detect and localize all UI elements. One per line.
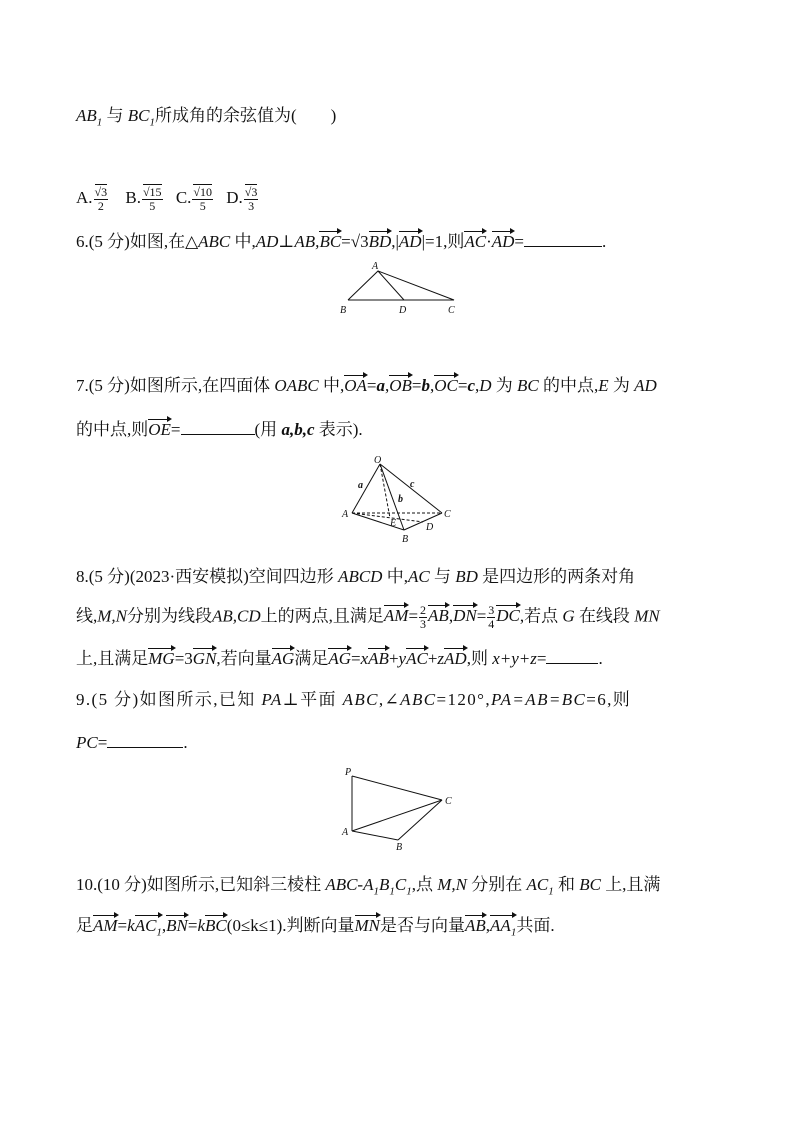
answer-blank-q6[interactable] xyxy=(524,246,602,247)
label-vec-a: a xyxy=(358,480,363,491)
q8-text-line2: 线,M,N分别为线段AB,CD上的两点,且满足AM= $\frac{2}{3}$ AB,DN= $\frac{3}{4}$ DC,若点 G 在线段 MN xyxy=(76,603,660,631)
option-d[interactable]: D. $\frac{√3}{3}$ xyxy=(226,185,258,213)
label-c: C xyxy=(444,509,451,520)
q7-tetrahedron-figure xyxy=(338,454,458,546)
label-o: O xyxy=(374,455,382,466)
q8-text-line1: 8.(5 分)(2023·西安模拟)空间四边形 ABCD 中,AC 与 BD 是四边形的两条对角 xyxy=(76,567,636,586)
label-a: A xyxy=(342,827,349,838)
vector-mn: MN xyxy=(355,914,381,938)
answer-blank-q8[interactable] xyxy=(546,663,598,664)
q9-text-line1: 9.(5 分)如图所示,已知 PA⊥平面 ABC,∠ABC=120°,PA=AB=BC=6,则 xyxy=(76,690,632,709)
label-a: A xyxy=(342,509,349,520)
q5-conj: 与 xyxy=(106,106,124,125)
label-b: B xyxy=(396,842,403,853)
label-p: P xyxy=(345,767,352,778)
label-c: C xyxy=(445,796,452,807)
q8-text-line3: 上,且满足MG=3GN,若向量AG满足AG=xAB+yAC+zAD,则 x+y+z= . xyxy=(76,647,603,671)
answer-blank-q9[interactable] xyxy=(107,747,183,748)
q5-question-text xyxy=(76,104,336,134)
segment-bc1: $BC_1$ xyxy=(127,106,156,129)
vector-bd: BD xyxy=(369,230,392,254)
label-d: D xyxy=(399,305,407,316)
q7-text-line1: 7.(5 分)如图所示,在四面体 OABC 中,OA=a,OB=b,OC=c,D 为 BC 的中点,E 为 AD xyxy=(76,374,657,398)
label-b: B xyxy=(340,305,347,316)
vector-ob: OB xyxy=(389,374,412,398)
label-a: A xyxy=(372,261,379,272)
vector-ac: AC xyxy=(406,647,428,671)
vector-ag: AG xyxy=(328,647,351,671)
vector-mg: MG xyxy=(148,647,174,671)
option-b[interactable]: B. $\frac{√15}{5}$ xyxy=(125,185,162,213)
vector-bc: BC xyxy=(319,230,341,254)
vector-oc: OC xyxy=(434,374,458,398)
vector-am: AM xyxy=(384,604,409,628)
vector-ad: AD xyxy=(492,230,515,254)
vector-ag: AG xyxy=(272,647,295,671)
label-b: B xyxy=(402,534,409,545)
vector-am: AM xyxy=(93,914,118,938)
vector-bn: BN xyxy=(166,914,188,938)
q9-text-line2: PC= . xyxy=(76,733,188,752)
vector-aa1: $AA_1$ xyxy=(490,914,516,944)
segment-ab1: $AB_1$ xyxy=(76,106,103,129)
vector-dn: DN xyxy=(453,604,477,628)
label-e: E xyxy=(390,518,397,529)
vector-ab: AB xyxy=(465,914,486,938)
option-a[interactable]: A. $\frac{√3}{2}$ xyxy=(76,185,108,213)
q10-text-line2: 足AM=kAC$_1$,BN=kBC(0≤k≤1).判断向量MN是否与向量$AB,AA_1$共面. xyxy=(76,914,555,944)
label-c: C xyxy=(448,305,455,316)
option-c[interactable]: C. $\frac{√10}{5}$ xyxy=(175,185,212,213)
q10-text-line1: 10.(10 分)如图所示,已知斜三棱柱 ABC-$A_1B_1C_1$,点 M,N 分别在 $AC_1$ 和 BC 上,且满 xyxy=(76,875,661,898)
vector-dc: DC xyxy=(496,604,520,628)
answer-blank-q7[interactable] xyxy=(181,434,255,435)
vector-bc: BC xyxy=(205,914,227,938)
q5-text: 所成角的余弦值为( ) xyxy=(155,106,337,125)
label-vec-b: b xyxy=(398,494,403,505)
q7-text-line2: 的中点,则OE= (用 a,b,c 表示). xyxy=(76,418,363,442)
q6-text: 6.(5 分)如图,在△ABC 中,AD⊥AB,BC=√3BD,|AD|=1,则AC·AD= . xyxy=(76,230,606,254)
vector-ad: AD xyxy=(399,230,422,254)
q6-triangle-figure xyxy=(334,258,464,318)
vector-ab: AB xyxy=(368,647,389,671)
q5-options xyxy=(76,186,259,213)
label-vec-c: c xyxy=(410,479,415,490)
vector-ac1: $AC_1$ xyxy=(135,914,162,944)
vector-gn: GN xyxy=(193,647,217,671)
vector-ac: AC xyxy=(464,230,486,254)
vector-ab: AB xyxy=(428,604,449,628)
vector-oe: OE xyxy=(148,418,171,442)
vector-ad: AD xyxy=(444,647,467,671)
vector-oa: OA xyxy=(344,374,367,398)
q9-figure xyxy=(338,764,458,854)
label-d: D xyxy=(426,522,434,533)
